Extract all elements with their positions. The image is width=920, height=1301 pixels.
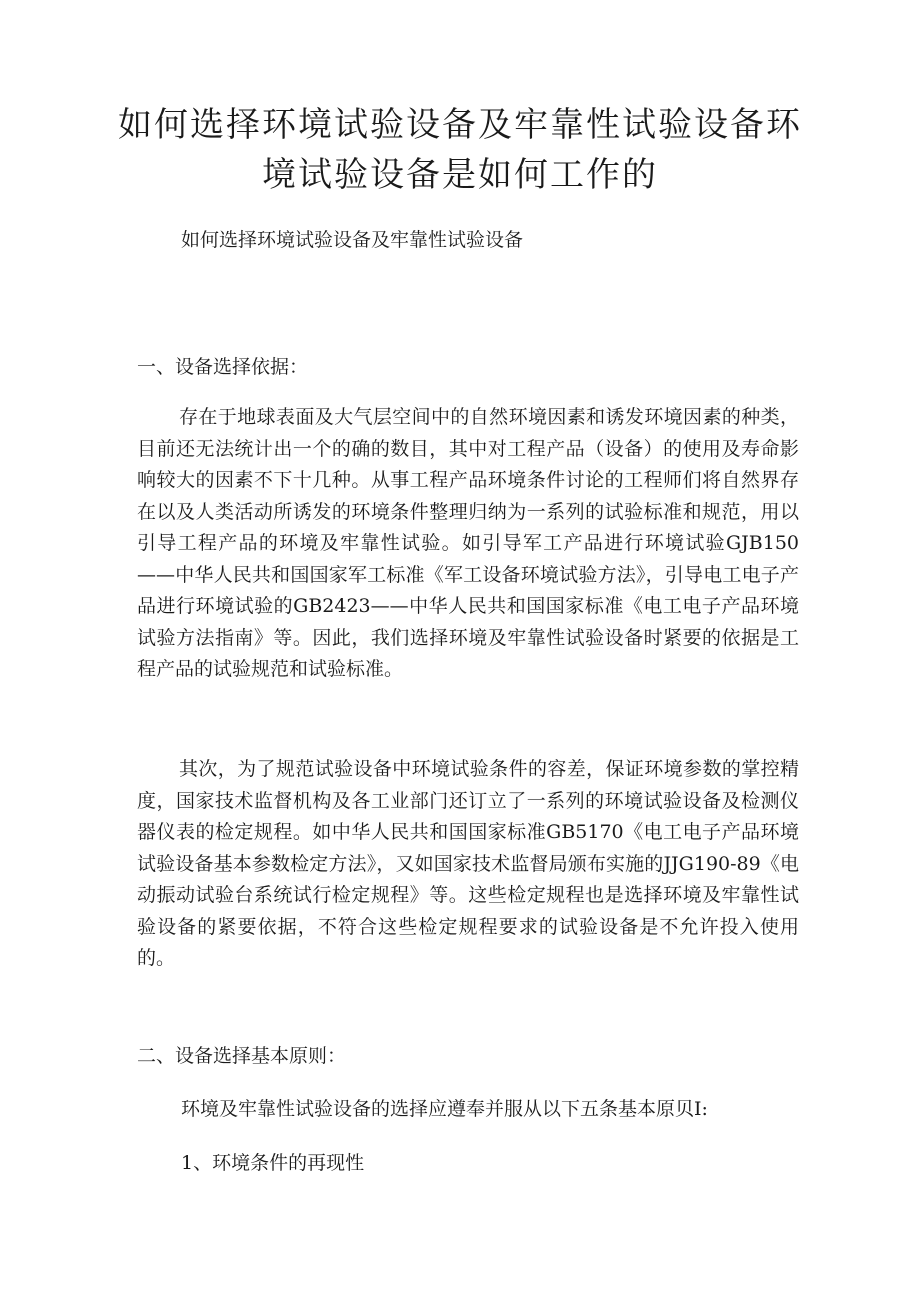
section-1-paragraph-1: 存在于地球表面及大气层空间中的自然环境因素和诱发环境因素的种类，目前还无法统计出一个的确的数目，其中对工程产品（设备）的使用及寿命影响较大的因素不下十几种。从事工程产品环境条件讨论的工程师们将自然界存在以及人类活动所诱发的环境条件整理归纳为一系列的试验标准和规范，用以引导工程产品的环境及牢靠性试验。如引导军工产品进行环境试验GJB150——中华人民共和国国家军工标准《军工设备环境试验方法》，引导电工电子产品进行环境试验的GB2423——中华人民共和国国家标准《电工电子产品环境试验方法指南》等。因此，我们选择环境及牢靠性试验设备时紧要的依据是工程产品的试验规范和试验标准。: [137, 406, 799, 680]
document-title: [100, 100, 820, 200]
document-subtitle: 如何选择环境试验设备及牢靠性试验设备: [181, 229, 524, 251]
section-1-heading: 一、设备选择依据：: [137, 356, 309, 378]
title-line-1: 如何选择环境试验设备及牢靠性试验设备环: [118, 105, 802, 145]
section-1-paragraph-2: 其次，为了规范试验设备中环境试验条件的容差，保证环境参数的掌控精度，国家技术监督机构及各工业部门还订立了一系列的环境试验设备及检测仪器仪表的检定规程。如中华人民共和国国家标准GB5170《电工电子产品环境试验设备基本参数检定方法》，又如国家技术监督局颁布实施的JJG190-89《电动振动试验台系统试行检定规程》等。这些检定规程也是选择环境及牢靠性试验设备的紧要依据，不符合这些检定规程要求的试验设备是不允许投入使用的。: [137, 758, 799, 969]
section-2-heading: 二、设备选择基本原则：: [137, 1045, 347, 1067]
section-2-intro: 环境及牢靠性试验设备的选择应遵奉并服从以下五条基本原贝I:: [181, 1098, 708, 1120]
list-item-1: 1、环境条件的再现性: [181, 1152, 365, 1174]
title-line-2: 境试验设备是如何工作的: [262, 155, 658, 195]
